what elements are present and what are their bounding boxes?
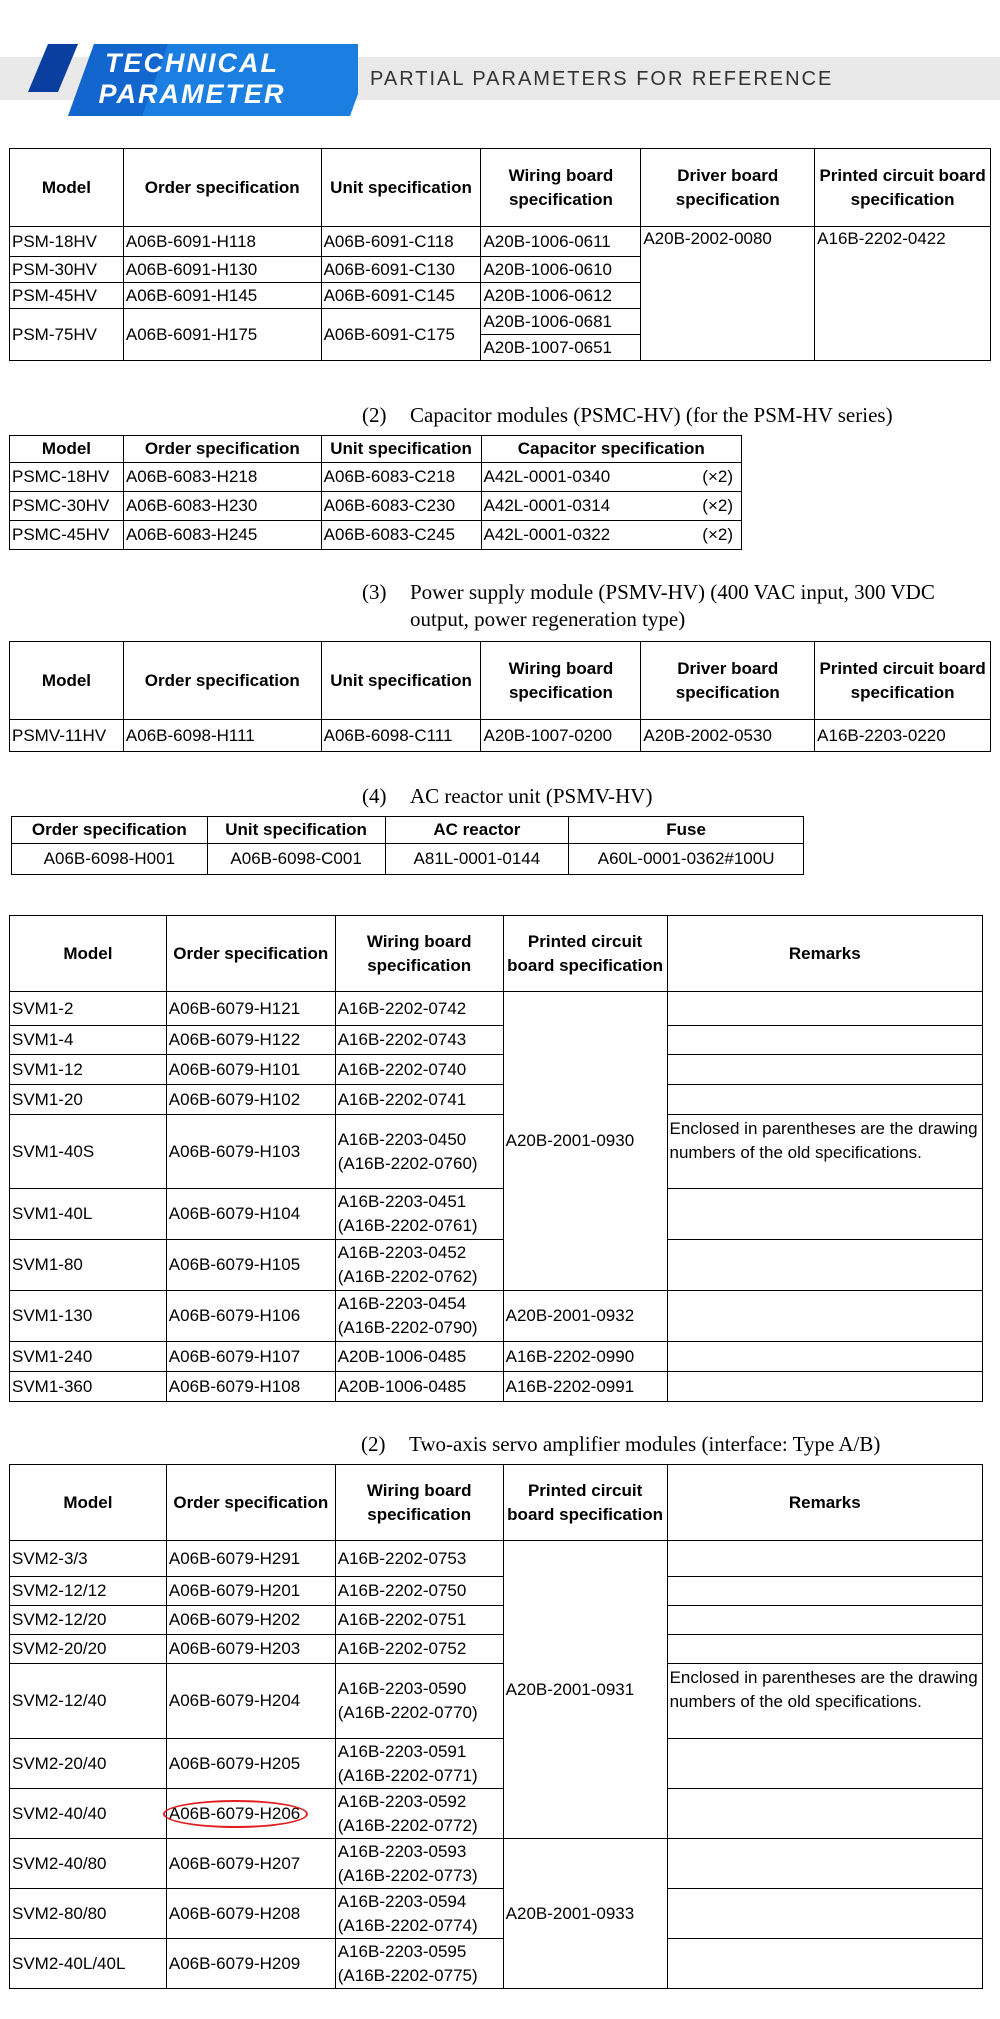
- quantity-note: (×2): [702, 496, 733, 515]
- psmc-table: [9, 435, 742, 550]
- header-cell: Wiring board specification: [335, 1465, 503, 1541]
- section-caption: [362, 580, 935, 605]
- cell: A06B-6079-H204: [166, 1664, 335, 1739]
- cell: SVM1-40L: [10, 1189, 167, 1240]
- cell: A06B-6098-C111: [321, 720, 481, 752]
- table-row: [10, 1026, 983, 1055]
- old-drawing-number: (A16B-2202-0790): [337, 1318, 478, 1337]
- new-drawing-number: A16B-2203-0451: [337, 1192, 467, 1211]
- cell: A20B-1006-0612: [481, 283, 641, 309]
- header-cell: Order specification: [123, 149, 321, 227]
- header-cell: Printed circuit board specification: [815, 642, 991, 720]
- section-caption: [362, 784, 652, 809]
- cell: SVM1-2: [10, 992, 167, 1026]
- cell: PSMC-45HV: [10, 521, 124, 550]
- table-header-row: [10, 1465, 983, 1541]
- cell: SVM1-4: [10, 1026, 167, 1055]
- cell: A06B-6079-H209: [166, 1939, 335, 1989]
- cell: PSM-30HV: [10, 257, 124, 283]
- cell: [335, 1939, 503, 1989]
- cell: A06B-6079-H203: [166, 1635, 335, 1664]
- cell: A06B-6079-H122: [166, 1026, 335, 1055]
- header-cell: Printed circuit board specification: [503, 1465, 667, 1541]
- cell: SVM2-12/20: [10, 1606, 167, 1635]
- old-drawing-number: (A16B-2202-0774): [337, 1915, 478, 1935]
- table-row: [10, 1939, 983, 1989]
- cell: A20B-2001-0930: [503, 992, 667, 1291]
- cell: [481, 492, 741, 521]
- cell: SVM2-40/40: [10, 1789, 167, 1839]
- cell: SVM1-240: [10, 1342, 167, 1372]
- cell: A06B-6083-C230: [321, 492, 481, 521]
- caption-text: AC reactor unit (PSMV-HV): [410, 784, 653, 808]
- table-row: [10, 1372, 983, 1402]
- remark-cell: Enclosed in parentheses are the drawing numbers of the old specifications.: [667, 1664, 982, 1739]
- header-cell: Remarks: [667, 916, 982, 992]
- cell: A16B-2203-0220: [815, 720, 991, 752]
- cell: A06B-6091-H130: [123, 257, 321, 283]
- cell: A16B-2202-0750: [335, 1577, 503, 1606]
- cell: SVM1-40S: [10, 1115, 167, 1189]
- cell: [481, 521, 741, 550]
- header-cell: Unit specification: [321, 642, 481, 720]
- caption-number: (2): [361, 1432, 386, 1456]
- header-cell: Printed circuit board specification: [815, 149, 991, 227]
- old-drawing-number: (A16B-2202-0772): [337, 1815, 478, 1835]
- cell: SVM1-130: [10, 1291, 167, 1342]
- cell: [667, 1240, 982, 1291]
- new-drawing-number: A16B-2203-0454: [337, 1294, 467, 1313]
- header-cell: AC reactor: [385, 817, 569, 844]
- cell: [335, 1664, 503, 1739]
- caption-text: Power supply module (PSMV-HV) (400 VAC input, 300 VDC: [410, 580, 935, 604]
- cell: A20B-1006-0611: [481, 227, 641, 257]
- table-row: [10, 1291, 983, 1342]
- cell: A06B-6098-H001: [12, 844, 208, 875]
- cell: [667, 1739, 982, 1789]
- cell: [667, 1026, 982, 1055]
- header-cell: Unit specification: [321, 149, 481, 227]
- table-row: [10, 492, 742, 521]
- table-row: [10, 720, 991, 752]
- table-header-row: [12, 817, 804, 844]
- cell: A20B-1007-0651: [481, 335, 641, 361]
- table-row: [10, 992, 983, 1026]
- cell: PSM-18HV: [10, 227, 124, 257]
- header-cell: Order specification: [123, 436, 321, 463]
- cell: [667, 1939, 982, 1989]
- cell: PSM-45HV: [10, 283, 124, 309]
- header-cell: Capacitor specification: [481, 436, 741, 463]
- table-row: [10, 521, 742, 550]
- cell: A06B-6091-H145: [123, 283, 321, 309]
- cell: [335, 1839, 503, 1889]
- psmv-table: [9, 641, 991, 752]
- cell: A20B-2001-0933: [503, 1839, 667, 1989]
- capacitor-spec: A42L-0001-0314: [483, 496, 611, 515]
- cell: A06B-6079-H207: [166, 1839, 335, 1889]
- cell: PSM-75HV: [10, 309, 124, 361]
- cell: [335, 1189, 503, 1240]
- banner-title-line1: TECHNICAL: [105, 48, 279, 78]
- cell: A06B-6091-C145: [321, 283, 481, 309]
- cell: A06B-6079-H201: [166, 1577, 335, 1606]
- new-drawing-number: A16B-2203-0594: [337, 1891, 467, 1911]
- cell: A06B-6079-H108: [166, 1372, 335, 1402]
- cell: A06B-6079-H103: [166, 1115, 335, 1189]
- cell: A06B-6083-C245: [321, 521, 481, 550]
- table-row: [10, 463, 742, 492]
- cell: [667, 1291, 982, 1342]
- header-cell: Model: [10, 916, 167, 992]
- table-row: [10, 1635, 983, 1664]
- section-caption: [361, 1432, 880, 1457]
- table-header-row: [10, 916, 983, 992]
- table-row: [10, 1342, 983, 1372]
- cell: A16B-2202-0991: [503, 1372, 667, 1402]
- cell: A06B-6079-H202: [166, 1606, 335, 1635]
- header-cell: Wiring board specification: [335, 916, 503, 992]
- header-cell: Wiring board specification: [481, 149, 641, 227]
- header-cell: Model: [10, 1465, 167, 1541]
- cell: A81L-0001-0144: [385, 844, 569, 875]
- table-row: [10, 1889, 983, 1939]
- header-cell: Fuse: [569, 817, 804, 844]
- cell: SVM2-40/80: [10, 1839, 167, 1889]
- table-row: [10, 1789, 983, 1839]
- cell: A06B-6098-H111: [123, 720, 321, 752]
- table-row: [10, 1189, 983, 1240]
- table-row: [10, 1839, 983, 1889]
- old-drawing-number: (A16B-2202-0773): [337, 1865, 478, 1885]
- cell: A20B-2002-0530: [641, 720, 815, 752]
- cell: [335, 1240, 503, 1291]
- cell: A16B-2202-0751: [335, 1606, 503, 1635]
- cell: A06B-6091-C130: [321, 257, 481, 283]
- cell: A06B-6083-H245: [123, 521, 321, 550]
- cell: A06B-6079-H102: [166, 1085, 335, 1115]
- cell: A16B-2202-0752: [335, 1635, 503, 1664]
- cell: A20B-1007-0200: [481, 720, 641, 752]
- cell: A06B-6083-H218: [123, 463, 321, 492]
- cell: [667, 1577, 982, 1606]
- cell: [335, 1889, 503, 1939]
- cell: [667, 992, 982, 1026]
- old-drawing-number: (A16B-2202-0760): [337, 1153, 478, 1173]
- table-row: [10, 227, 991, 257]
- cell: A16B-2202-0743: [335, 1026, 503, 1055]
- table-row: [10, 1606, 983, 1635]
- banner-title: [92, 48, 292, 110]
- cell: SVM2-12/12: [10, 1577, 167, 1606]
- table-row: [10, 1115, 983, 1189]
- svm2-table: [9, 1464, 983, 1989]
- table-row: [10, 1085, 983, 1115]
- cell: [667, 1085, 982, 1115]
- cell: A16B-2202-0741: [335, 1085, 503, 1115]
- caption-text: Capacitor modules (PSMC-HV) (for the PSM-HV series): [410, 403, 893, 427]
- old-drawing-number: (A16B-2202-0761): [337, 1216, 478, 1235]
- new-drawing-number: A16B-2203-0593: [337, 1841, 467, 1861]
- cell: A20B-1006-0610: [481, 257, 641, 283]
- table-header-row: [10, 642, 991, 720]
- section-caption-line2: output, power regeneration type): [410, 607, 686, 631]
- caption-number: (3): [362, 580, 387, 604]
- table-row: [10, 1739, 983, 1789]
- cell: [481, 463, 741, 492]
- cell: A60L-0001-0362#100U: [569, 844, 804, 875]
- cell: A16B-2202-0742: [335, 992, 503, 1026]
- old-drawing-number: (A16B-2202-0771): [337, 1765, 478, 1785]
- header-cell: Model: [10, 642, 124, 720]
- cell: SVM2-12/40: [10, 1664, 167, 1739]
- cell: [335, 1115, 503, 1189]
- svm1-table: [9, 915, 983, 1402]
- cell: [667, 1541, 982, 1577]
- table-header-row: [10, 436, 742, 463]
- table-row: [10, 1541, 983, 1577]
- cell: A06B-6091-C175: [321, 309, 481, 361]
- table-row: [10, 1055, 983, 1085]
- cell: [667, 1606, 982, 1635]
- cell: A20B-1006-0485: [335, 1342, 503, 1372]
- new-drawing-number: A16B-2203-0590: [337, 1679, 467, 1698]
- header-cell: Unit specification: [321, 436, 481, 463]
- cell: [667, 1342, 982, 1372]
- highlighted-order-spec: A06B-6079-H206: [168, 1803, 301, 1823]
- cell: SVM1-360: [10, 1372, 167, 1402]
- cell: [667, 1372, 982, 1402]
- cell: A16B-2202-0990: [503, 1342, 667, 1372]
- banner-subtitle: PARTIAL PARAMETERS FOR REFERENCE: [370, 68, 834, 90]
- cell: A20B-1006-0681: [481, 309, 641, 335]
- new-drawing-number: A16B-2203-0595: [337, 1941, 467, 1961]
- cell: A06B-6091-C118: [321, 227, 481, 257]
- cell: A20B-1006-0485: [335, 1372, 503, 1402]
- cell: PSMV-11HV: [10, 720, 124, 752]
- table-row: [10, 1240, 983, 1291]
- cell: SVM2-40L/40L: [10, 1939, 167, 1989]
- cell: A06B-6079-H121: [166, 992, 335, 1026]
- cell: A16B-2202-0422: [815, 227, 991, 361]
- old-drawing-number: (A16B-2202-0762): [337, 1267, 478, 1286]
- cell: A20B-2001-0931: [503, 1541, 667, 1839]
- cell: [667, 1789, 982, 1839]
- header-cell: Order specification: [166, 916, 335, 992]
- cell: A16B-2202-0740: [335, 1055, 503, 1085]
- new-drawing-number: A16B-2203-0591: [337, 1741, 467, 1761]
- caption-number: (2): [362, 403, 387, 427]
- caption-number: (4): [362, 784, 387, 808]
- old-drawing-number: (A16B-2202-0775): [337, 1965, 478, 1985]
- capacitor-spec: A42L-0001-0322: [483, 525, 611, 544]
- cell: A06B-6079-H105: [166, 1240, 335, 1291]
- header-cell: Order specification: [166, 1465, 335, 1541]
- cell: [335, 1291, 503, 1342]
- cell: A06B-6079-H104: [166, 1189, 335, 1240]
- cell: A06B-6079-H101: [166, 1055, 335, 1085]
- header-cell: Order specification: [123, 642, 321, 720]
- cell: A16B-2202-0753: [335, 1541, 503, 1577]
- new-drawing-number: A16B-2203-0452: [337, 1243, 467, 1262]
- ac-reactor-table: [11, 816, 804, 875]
- cell: SVM2-80/80: [10, 1889, 167, 1939]
- header-cell: Printed circuit board specification: [503, 916, 667, 992]
- cell: [335, 1739, 503, 1789]
- quantity-note: (×2): [702, 525, 733, 544]
- quantity-note: (×2): [702, 467, 733, 486]
- cell: A06B-6098-C001: [207, 844, 385, 875]
- cell: A06B-6079-H106: [166, 1291, 335, 1342]
- cell: SVM1-12: [10, 1055, 167, 1085]
- header-cell: Driver board specification: [641, 642, 815, 720]
- old-drawing-number: (A16B-2202-0770): [337, 1703, 478, 1722]
- cell: SVM1-80: [10, 1240, 167, 1291]
- cell: SVM2-20/40: [10, 1739, 167, 1789]
- cell: [667, 1889, 982, 1939]
- remark-cell: Enclosed in parentheses are the drawing numbers of the old specifications.: [667, 1115, 982, 1189]
- new-drawing-number: A16B-2203-0592: [337, 1791, 467, 1811]
- header-cell: Driver board specification: [641, 149, 815, 227]
- cell: A20B-2001-0932: [503, 1291, 667, 1342]
- cell: A06B-6079-H208: [166, 1889, 335, 1939]
- cell: [667, 1839, 982, 1889]
- cell: [166, 1789, 335, 1839]
- cell: SVM2-3/3: [10, 1541, 167, 1577]
- section-caption: [362, 403, 893, 428]
- capacitor-spec: A42L-0001-0340: [483, 467, 611, 486]
- table-header-row: [10, 149, 991, 227]
- cell: A06B-6079-H205: [166, 1739, 335, 1789]
- header-cell: Model: [10, 149, 124, 227]
- header-cell: Remarks: [667, 1465, 982, 1541]
- header-cell: Unit specification: [207, 817, 385, 844]
- table-row: [12, 844, 804, 875]
- cell: SVM2-20/20: [10, 1635, 167, 1664]
- new-drawing-number: A16B-2203-0450: [337, 1129, 467, 1149]
- table-row: [10, 1664, 983, 1739]
- cell: SVM1-20: [10, 1085, 167, 1115]
- cell: A20B-2002-0080: [641, 227, 815, 361]
- cell: PSMC-18HV: [10, 463, 124, 492]
- header-cell: Model: [10, 436, 124, 463]
- table-row: [10, 1577, 983, 1606]
- psm-table: [9, 148, 991, 361]
- cell: A06B-6079-H291: [166, 1541, 335, 1577]
- cell: [667, 1189, 982, 1240]
- cell: A06B-6083-H230: [123, 492, 321, 521]
- cell: PSMC-30HV: [10, 492, 124, 521]
- cell: A06B-6079-H107: [166, 1342, 335, 1372]
- cell: [667, 1055, 982, 1085]
- cell: [335, 1789, 503, 1839]
- header-cell: Order specification: [12, 817, 208, 844]
- header-cell: Wiring board specification: [481, 642, 641, 720]
- cell: [667, 1635, 982, 1664]
- cell: A06B-6091-H175: [123, 309, 321, 361]
- cell: A06B-6083-C218: [321, 463, 481, 492]
- caption-text: Two-axis servo amplifier modules (interface: Type A/B): [409, 1432, 881, 1456]
- cell: A06B-6091-H118: [123, 227, 321, 257]
- banner-title-line2: PARAMETER: [98, 79, 286, 109]
